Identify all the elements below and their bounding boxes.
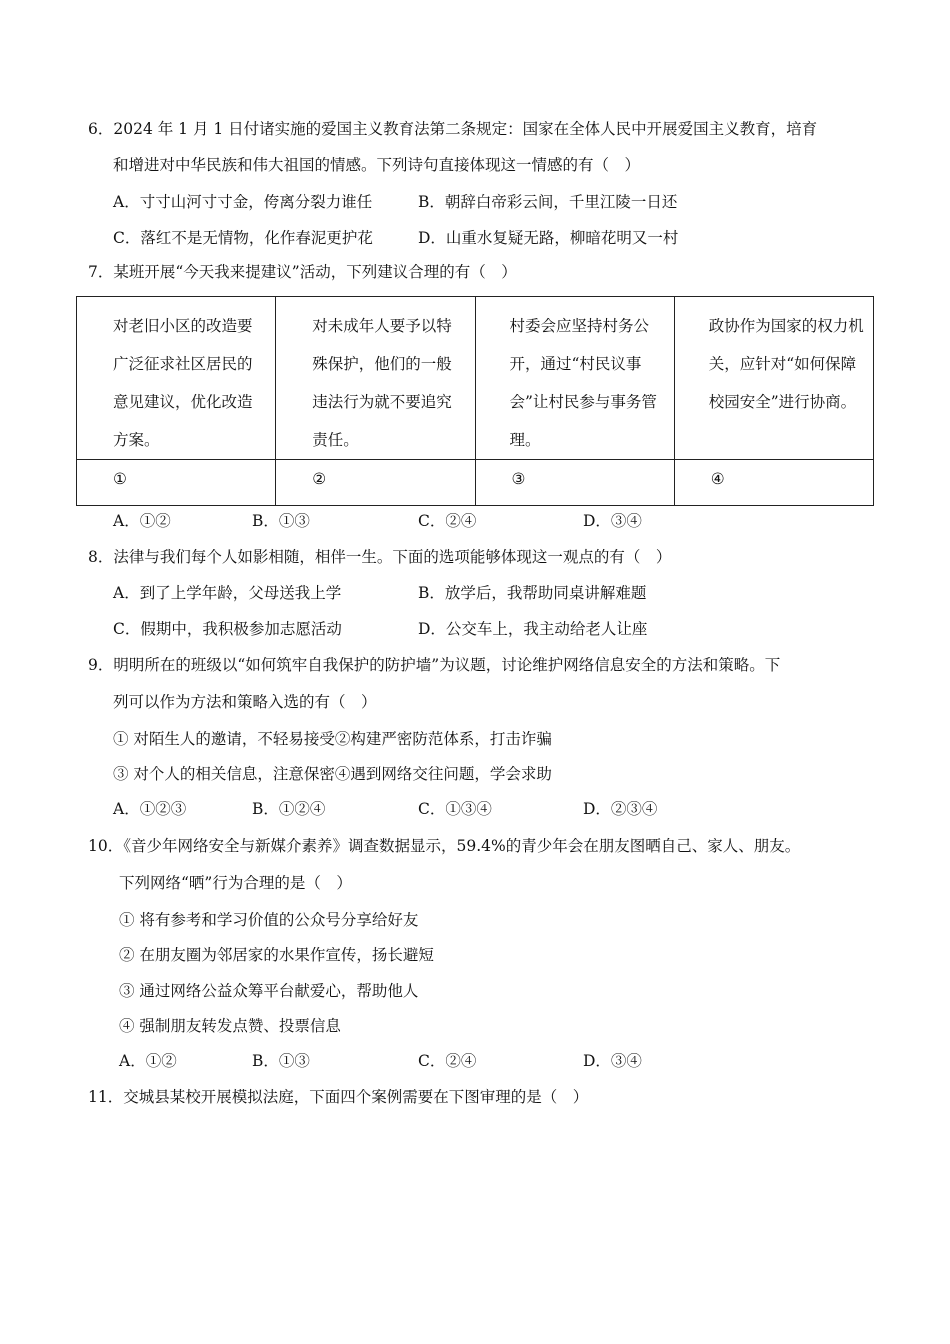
q10-item-3: ③ 通过网络公益众筹平台献爱心，帮助他人: [119, 982, 419, 1000]
q6-option-a[interactable]: A．寸寸山河寸寸金，侉离分裂力谁任: [113, 193, 373, 211]
q7-cell-3: 村委会应坚持村务公开，通过“村民议事会”让村民参与事务管理。: [475, 297, 674, 460]
q9-option-c[interactable]: C．①③④: [418, 800, 492, 818]
q7-cell-4: 政协作为国家的权力机关，应针对“如何保障校园安全”进行协商。: [674, 297, 873, 460]
q7-stem: 7．某班开展“今天我来提建议”活动，下列建议合理的有（ ）: [88, 263, 517, 281]
q10-option-c[interactable]: C．②④: [418, 1052, 477, 1070]
q6-stem-line1: 6．2024 年 1 月 1 日付诸实施的爱国主义教育法第二条规定：国家在全体人民中开展爱国主义教育，培育: [88, 120, 818, 138]
q10-stem-line2: 下列网络“晒”行为合理的是（ ）: [119, 874, 352, 892]
q9-item-line1: ① 对陌生人的邀请，不轻易接受②构建严密防范体系，打击诈骗: [113, 730, 552, 748]
q10-item-4: ④ 强制朋友转发点赞、投票信息: [119, 1017, 341, 1035]
q8-option-d[interactable]: D．公交车上，我主动给老人让座: [418, 620, 648, 638]
q10-item-1: ① 将有参考和学习价值的公众号分享给好友: [119, 911, 419, 929]
q6-stem-line2: 和增进对中华民族和伟大祖国的情感。下列诗句直接体现这一情感的有（ ）: [113, 156, 641, 174]
q11-stem: 11．交城县某校开展模拟法庭，下面四个案例需要在下图审理的是（ ）: [88, 1088, 589, 1106]
q7-suggestion-table: [76, 296, 874, 506]
q9-option-a[interactable]: A．①②③: [113, 800, 187, 818]
q7-option-b[interactable]: B．①③: [252, 512, 310, 530]
q6-option-b[interactable]: B．朝辞白帝彩云间，千里江陵一日还: [418, 193, 678, 211]
q7-num-4: ④: [674, 460, 873, 506]
q8-option-a[interactable]: A．到了上学年龄，父母送我上学: [113, 584, 342, 602]
q8-stem: 8．法律与我们每个人如影相随，相伴一生。下面的选项能够体现这一观点的有（ ）: [88, 548, 672, 566]
q6-option-d[interactable]: D．山重水复疑无路，柳暗花明又一村: [418, 229, 679, 247]
q7-option-a[interactable]: A．①②: [113, 512, 171, 530]
q10-option-d[interactable]: D．③④: [583, 1052, 642, 1070]
q9-option-d[interactable]: D．②③④: [583, 800, 658, 818]
q7-num-3: ③: [475, 460, 674, 506]
q9-stem-line2: 列可以作为方法和策略入选的有（ ）: [113, 693, 377, 711]
q7-cell-1: 对老旧小区的改造要广泛征求社区居民的意见建议，优化改造方案。: [77, 297, 276, 460]
q7-option-d[interactable]: D．③④: [583, 512, 642, 530]
q10-option-b[interactable]: B．①③: [252, 1052, 310, 1070]
q8-option-c[interactable]: C．假期中，我积极参加志愿活动: [113, 620, 342, 638]
q7-num-2: ②: [276, 460, 475, 506]
q10-stem-line1: 10．《音少年网络安全与新媒介素养》调查数据显示，59.4%的青少年会在朋友图晒自己、家人、朋友。: [88, 837, 801, 855]
q7-cell-2: 对未成年人要予以特殊保护，他们的一般违法行为就不要追究责任。: [276, 297, 475, 460]
q7-option-c[interactable]: C．②④: [418, 512, 477, 530]
q6-option-c[interactable]: C．落红不是无情物，化作春泥更护花: [113, 229, 373, 247]
q9-option-b[interactable]: B．①②④: [252, 800, 326, 818]
q10-item-2: ② 在朋友圈为邻居家的水果作宣传，扬长避短: [119, 946, 434, 964]
q9-item-line2: ③ 对个人的相关信息，注意保密④遇到网络交往问题，学会求助: [113, 765, 552, 783]
q8-option-b[interactable]: B．放学后，我帮助同桌讲解难题: [418, 584, 647, 602]
q7-num-1: ①: [77, 460, 276, 506]
q10-option-a[interactable]: A．①②: [119, 1052, 177, 1070]
q9-stem-line1: 9．明明所在的班级以“如何筑牢自我保护的防护墙”为议题，讨论维护网络信息安全的方法和策略。下: [88, 656, 781, 674]
